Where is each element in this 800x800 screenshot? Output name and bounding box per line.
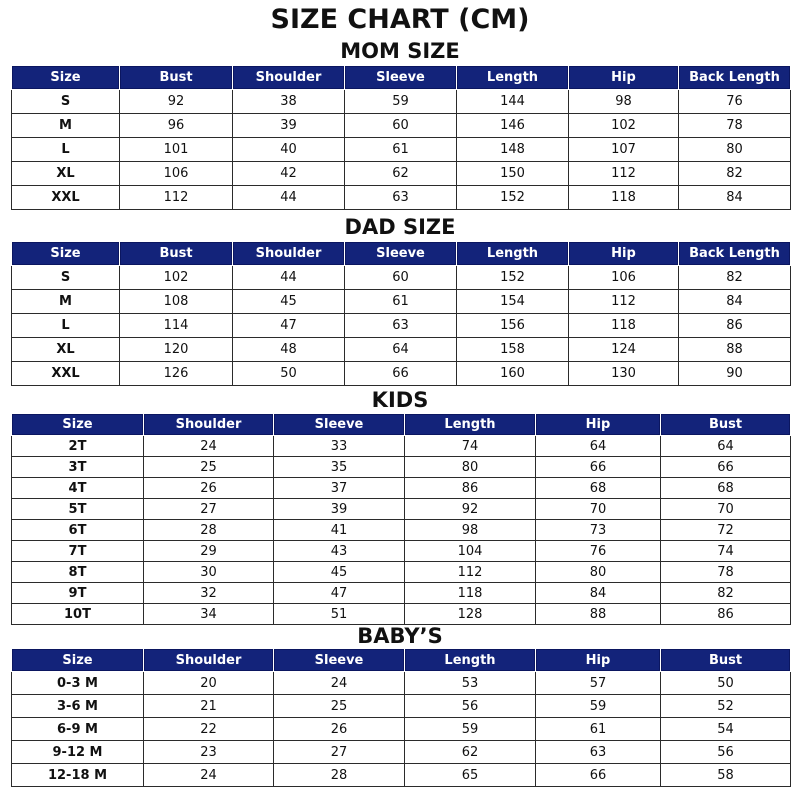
measurement-cell: 24 bbox=[274, 672, 405, 695]
column-header: Shoulder bbox=[233, 66, 345, 90]
size-label-cell: S bbox=[12, 266, 120, 290]
measurement-cell: 130 bbox=[569, 362, 679, 386]
measurement-cell: 66 bbox=[536, 457, 661, 478]
measurement-cell: 50 bbox=[661, 672, 791, 695]
measurement-cell: 60 bbox=[345, 266, 457, 290]
measurement-cell: 30 bbox=[144, 562, 274, 583]
kids-size-table bbox=[11, 413, 791, 625]
column-header: Bust bbox=[120, 66, 233, 90]
measurement-cell: 27 bbox=[144, 499, 274, 520]
measurement-cell: 61 bbox=[345, 138, 457, 162]
measurement-cell: 53 bbox=[405, 672, 536, 695]
size-label-cell: 9T bbox=[12, 583, 144, 604]
measurement-cell: 80 bbox=[679, 138, 791, 162]
measurement-cell: 146 bbox=[457, 114, 569, 138]
table-row bbox=[12, 583, 791, 604]
measurement-cell: 38 bbox=[233, 90, 345, 114]
column-header: Hip bbox=[569, 66, 679, 90]
measurement-cell: 82 bbox=[661, 583, 791, 604]
column-header: Bust bbox=[661, 649, 791, 672]
measurement-cell: 61 bbox=[536, 718, 661, 741]
size-label-cell: 4T bbox=[12, 478, 144, 499]
table-row bbox=[12, 499, 791, 520]
size-label-cell: 2T bbox=[12, 436, 144, 457]
measurement-cell: 76 bbox=[679, 90, 791, 114]
column-header: Size bbox=[12, 66, 120, 90]
measurement-cell: 88 bbox=[679, 338, 791, 362]
column-header: Sleeve bbox=[274, 649, 405, 672]
measurement-cell: 156 bbox=[457, 314, 569, 338]
measurement-cell: 70 bbox=[536, 499, 661, 520]
measurement-cell: 22 bbox=[144, 718, 274, 741]
page-title: SIZE CHART (CM) bbox=[270, 4, 530, 35]
measurement-cell: 63 bbox=[536, 741, 661, 764]
measurement-cell: 59 bbox=[345, 90, 457, 114]
measurement-cell: 72 bbox=[661, 520, 791, 541]
measurement-cell: 84 bbox=[679, 186, 791, 210]
table-row bbox=[12, 186, 791, 210]
size-label-cell: 3T bbox=[12, 457, 144, 478]
measurement-cell: 59 bbox=[536, 695, 661, 718]
baby-heading: BABY’S bbox=[357, 624, 443, 648]
column-header: Length bbox=[457, 242, 569, 266]
measurement-cell: 78 bbox=[661, 562, 791, 583]
column-header: Shoulder bbox=[233, 242, 345, 266]
measurement-cell: 44 bbox=[233, 266, 345, 290]
measurement-cell: 64 bbox=[345, 338, 457, 362]
measurement-cell: 107 bbox=[569, 138, 679, 162]
table-row bbox=[12, 457, 791, 478]
table-row bbox=[12, 672, 791, 695]
size-label-cell: 5T bbox=[12, 499, 144, 520]
measurement-cell: 118 bbox=[569, 186, 679, 210]
measurement-cell: 48 bbox=[233, 338, 345, 362]
measurement-cell: 66 bbox=[345, 362, 457, 386]
measurement-cell: 65 bbox=[405, 764, 536, 787]
column-header: Hip bbox=[536, 649, 661, 672]
measurement-cell: 25 bbox=[274, 695, 405, 718]
table-row bbox=[12, 478, 791, 499]
column-header: Size bbox=[12, 649, 144, 672]
measurement-cell: 102 bbox=[569, 114, 679, 138]
table-row bbox=[12, 695, 791, 718]
measurement-cell: 101 bbox=[120, 138, 233, 162]
table-header-row bbox=[12, 414, 791, 436]
measurement-cell: 35 bbox=[274, 457, 405, 478]
dad-size-table bbox=[11, 241, 791, 386]
size-label-cell: 6T bbox=[12, 520, 144, 541]
measurement-cell: 92 bbox=[120, 90, 233, 114]
measurement-cell: 64 bbox=[536, 436, 661, 457]
column-header: Length bbox=[457, 66, 569, 90]
measurement-cell: 92 bbox=[405, 499, 536, 520]
measurement-cell: 39 bbox=[233, 114, 345, 138]
column-header: Length bbox=[405, 649, 536, 672]
measurement-cell: 86 bbox=[661, 604, 791, 625]
measurement-cell: 56 bbox=[405, 695, 536, 718]
table-row bbox=[12, 718, 791, 741]
measurement-cell: 78 bbox=[679, 114, 791, 138]
table-row bbox=[12, 338, 791, 362]
measurement-cell: 24 bbox=[144, 764, 274, 787]
measurement-cell: 37 bbox=[274, 478, 405, 499]
column-header: Length bbox=[405, 414, 536, 436]
measurement-cell: 68 bbox=[661, 478, 791, 499]
table-row bbox=[12, 520, 791, 541]
measurement-cell: 44 bbox=[233, 186, 345, 210]
measurement-cell: 84 bbox=[536, 583, 661, 604]
table-row bbox=[12, 90, 791, 114]
measurement-cell: 128 bbox=[405, 604, 536, 625]
size-label-cell: S bbox=[12, 90, 120, 114]
measurement-cell: 98 bbox=[405, 520, 536, 541]
measurement-cell: 45 bbox=[274, 562, 405, 583]
column-header: Shoulder bbox=[144, 649, 274, 672]
measurement-cell: 26 bbox=[274, 718, 405, 741]
column-header: Sleeve bbox=[274, 414, 405, 436]
measurement-cell: 34 bbox=[144, 604, 274, 625]
measurement-cell: 73 bbox=[536, 520, 661, 541]
mom-size-heading: MOM SIZE bbox=[340, 39, 460, 63]
measurement-cell: 106 bbox=[569, 266, 679, 290]
measurement-cell: 102 bbox=[120, 266, 233, 290]
size-label-cell: XL bbox=[12, 162, 120, 186]
measurement-cell: 45 bbox=[233, 290, 345, 314]
measurement-cell: 26 bbox=[144, 478, 274, 499]
measurement-cell: 62 bbox=[405, 741, 536, 764]
measurement-cell: 82 bbox=[679, 266, 791, 290]
measurement-cell: 60 bbox=[345, 114, 457, 138]
measurement-cell: 51 bbox=[274, 604, 405, 625]
measurement-cell: 74 bbox=[405, 436, 536, 457]
table-row bbox=[12, 604, 791, 625]
measurement-cell: 154 bbox=[457, 290, 569, 314]
size-label-cell: M bbox=[12, 114, 120, 138]
size-label-cell: 9-12 M bbox=[12, 741, 144, 764]
measurement-cell: 52 bbox=[661, 695, 791, 718]
measurement-cell: 42 bbox=[233, 162, 345, 186]
measurement-cell: 21 bbox=[144, 695, 274, 718]
measurement-cell: 62 bbox=[345, 162, 457, 186]
size-label-cell: XXL bbox=[12, 362, 120, 386]
measurement-cell: 112 bbox=[405, 562, 536, 583]
kids-heading: KIDS bbox=[371, 388, 429, 412]
size-label-cell: L bbox=[12, 314, 120, 338]
measurement-cell: 76 bbox=[536, 541, 661, 562]
measurement-cell: 152 bbox=[457, 186, 569, 210]
size-label-cell: M bbox=[12, 290, 120, 314]
column-header: Sleeve bbox=[345, 242, 457, 266]
size-label-cell: 8T bbox=[12, 562, 144, 583]
measurement-cell: 80 bbox=[536, 562, 661, 583]
measurement-cell: 66 bbox=[661, 457, 791, 478]
measurement-cell: 86 bbox=[405, 478, 536, 499]
column-header: Bust bbox=[120, 242, 233, 266]
measurement-cell: 152 bbox=[457, 266, 569, 290]
measurement-cell: 47 bbox=[233, 314, 345, 338]
measurement-cell: 23 bbox=[144, 741, 274, 764]
baby-size-table bbox=[11, 648, 791, 787]
table-header-row bbox=[12, 242, 791, 266]
measurement-cell: 66 bbox=[536, 764, 661, 787]
size-label-cell: 10T bbox=[12, 604, 144, 625]
measurement-cell: 74 bbox=[661, 541, 791, 562]
measurement-cell: 106 bbox=[120, 162, 233, 186]
measurement-cell: 59 bbox=[405, 718, 536, 741]
measurement-cell: 112 bbox=[120, 186, 233, 210]
measurement-cell: 82 bbox=[679, 162, 791, 186]
measurement-cell: 28 bbox=[144, 520, 274, 541]
measurement-cell: 144 bbox=[457, 90, 569, 114]
size-label-cell: L bbox=[12, 138, 120, 162]
measurement-cell: 90 bbox=[679, 362, 791, 386]
measurement-cell: 84 bbox=[679, 290, 791, 314]
measurement-cell: 57 bbox=[536, 672, 661, 695]
table-row bbox=[12, 764, 791, 787]
measurement-cell: 27 bbox=[274, 741, 405, 764]
measurement-cell: 96 bbox=[120, 114, 233, 138]
measurement-cell: 160 bbox=[457, 362, 569, 386]
measurement-cell: 56 bbox=[661, 741, 791, 764]
measurement-cell: 104 bbox=[405, 541, 536, 562]
measurement-cell: 58 bbox=[661, 764, 791, 787]
mom-size-table bbox=[11, 65, 791, 210]
measurement-cell: 20 bbox=[144, 672, 274, 695]
measurement-cell: 126 bbox=[120, 362, 233, 386]
size-label-cell: 3-6 M bbox=[12, 695, 144, 718]
measurement-cell: 150 bbox=[457, 162, 569, 186]
measurement-cell: 33 bbox=[274, 436, 405, 457]
column-header: Bust bbox=[661, 414, 791, 436]
table-row bbox=[12, 436, 791, 457]
table-row bbox=[12, 266, 791, 290]
measurement-cell: 148 bbox=[457, 138, 569, 162]
measurement-cell: 24 bbox=[144, 436, 274, 457]
column-header: Hip bbox=[569, 242, 679, 266]
size-label-cell: 6-9 M bbox=[12, 718, 144, 741]
measurement-cell: 61 bbox=[345, 290, 457, 314]
table-row bbox=[12, 314, 791, 338]
measurement-cell: 98 bbox=[569, 90, 679, 114]
measurement-cell: 86 bbox=[679, 314, 791, 338]
measurement-cell: 118 bbox=[405, 583, 536, 604]
measurement-cell: 70 bbox=[661, 499, 791, 520]
measurement-cell: 120 bbox=[120, 338, 233, 362]
measurement-cell: 25 bbox=[144, 457, 274, 478]
size-label-cell: XL bbox=[12, 338, 120, 362]
measurement-cell: 50 bbox=[233, 362, 345, 386]
measurement-cell: 64 bbox=[661, 436, 791, 457]
measurement-cell: 68 bbox=[536, 478, 661, 499]
measurement-cell: 80 bbox=[405, 457, 536, 478]
column-header: Shoulder bbox=[144, 414, 274, 436]
measurement-cell: 29 bbox=[144, 541, 274, 562]
measurement-cell: 112 bbox=[569, 290, 679, 314]
measurement-cell: 112 bbox=[569, 162, 679, 186]
measurement-cell: 43 bbox=[274, 541, 405, 562]
measurement-cell: 124 bbox=[569, 338, 679, 362]
size-label-cell: XXL bbox=[12, 186, 120, 210]
table-row bbox=[12, 741, 791, 764]
table-row bbox=[12, 362, 791, 386]
table-header-row bbox=[12, 649, 791, 672]
measurement-cell: 41 bbox=[274, 520, 405, 541]
column-header: Size bbox=[12, 414, 144, 436]
measurement-cell: 39 bbox=[274, 499, 405, 520]
table-row bbox=[12, 162, 791, 186]
measurement-cell: 40 bbox=[233, 138, 345, 162]
column-header: Size bbox=[12, 242, 120, 266]
column-header: Sleeve bbox=[345, 66, 457, 90]
measurement-cell: 63 bbox=[345, 314, 457, 338]
table-header-row bbox=[12, 66, 791, 90]
table-row bbox=[12, 562, 791, 583]
measurement-cell: 47 bbox=[274, 583, 405, 604]
column-header: Hip bbox=[536, 414, 661, 436]
measurement-cell: 118 bbox=[569, 314, 679, 338]
measurement-cell: 32 bbox=[144, 583, 274, 604]
measurement-cell: 114 bbox=[120, 314, 233, 338]
measurement-cell: 63 bbox=[345, 186, 457, 210]
measurement-cell: 88 bbox=[536, 604, 661, 625]
size-label-cell: 12-18 M bbox=[12, 764, 144, 787]
measurement-cell: 28 bbox=[274, 764, 405, 787]
size-label-cell: 0-3 M bbox=[12, 672, 144, 695]
table-row bbox=[12, 290, 791, 314]
measurement-cell: 54 bbox=[661, 718, 791, 741]
dad-size-heading: DAD SIZE bbox=[344, 215, 456, 239]
size-label-cell: 7T bbox=[12, 541, 144, 562]
table-row bbox=[12, 138, 791, 162]
table-row bbox=[12, 541, 791, 562]
column-header: Back Length bbox=[679, 242, 791, 266]
measurement-cell: 108 bbox=[120, 290, 233, 314]
table-row bbox=[12, 114, 791, 138]
column-header: Back Length bbox=[679, 66, 791, 90]
measurement-cell: 158 bbox=[457, 338, 569, 362]
